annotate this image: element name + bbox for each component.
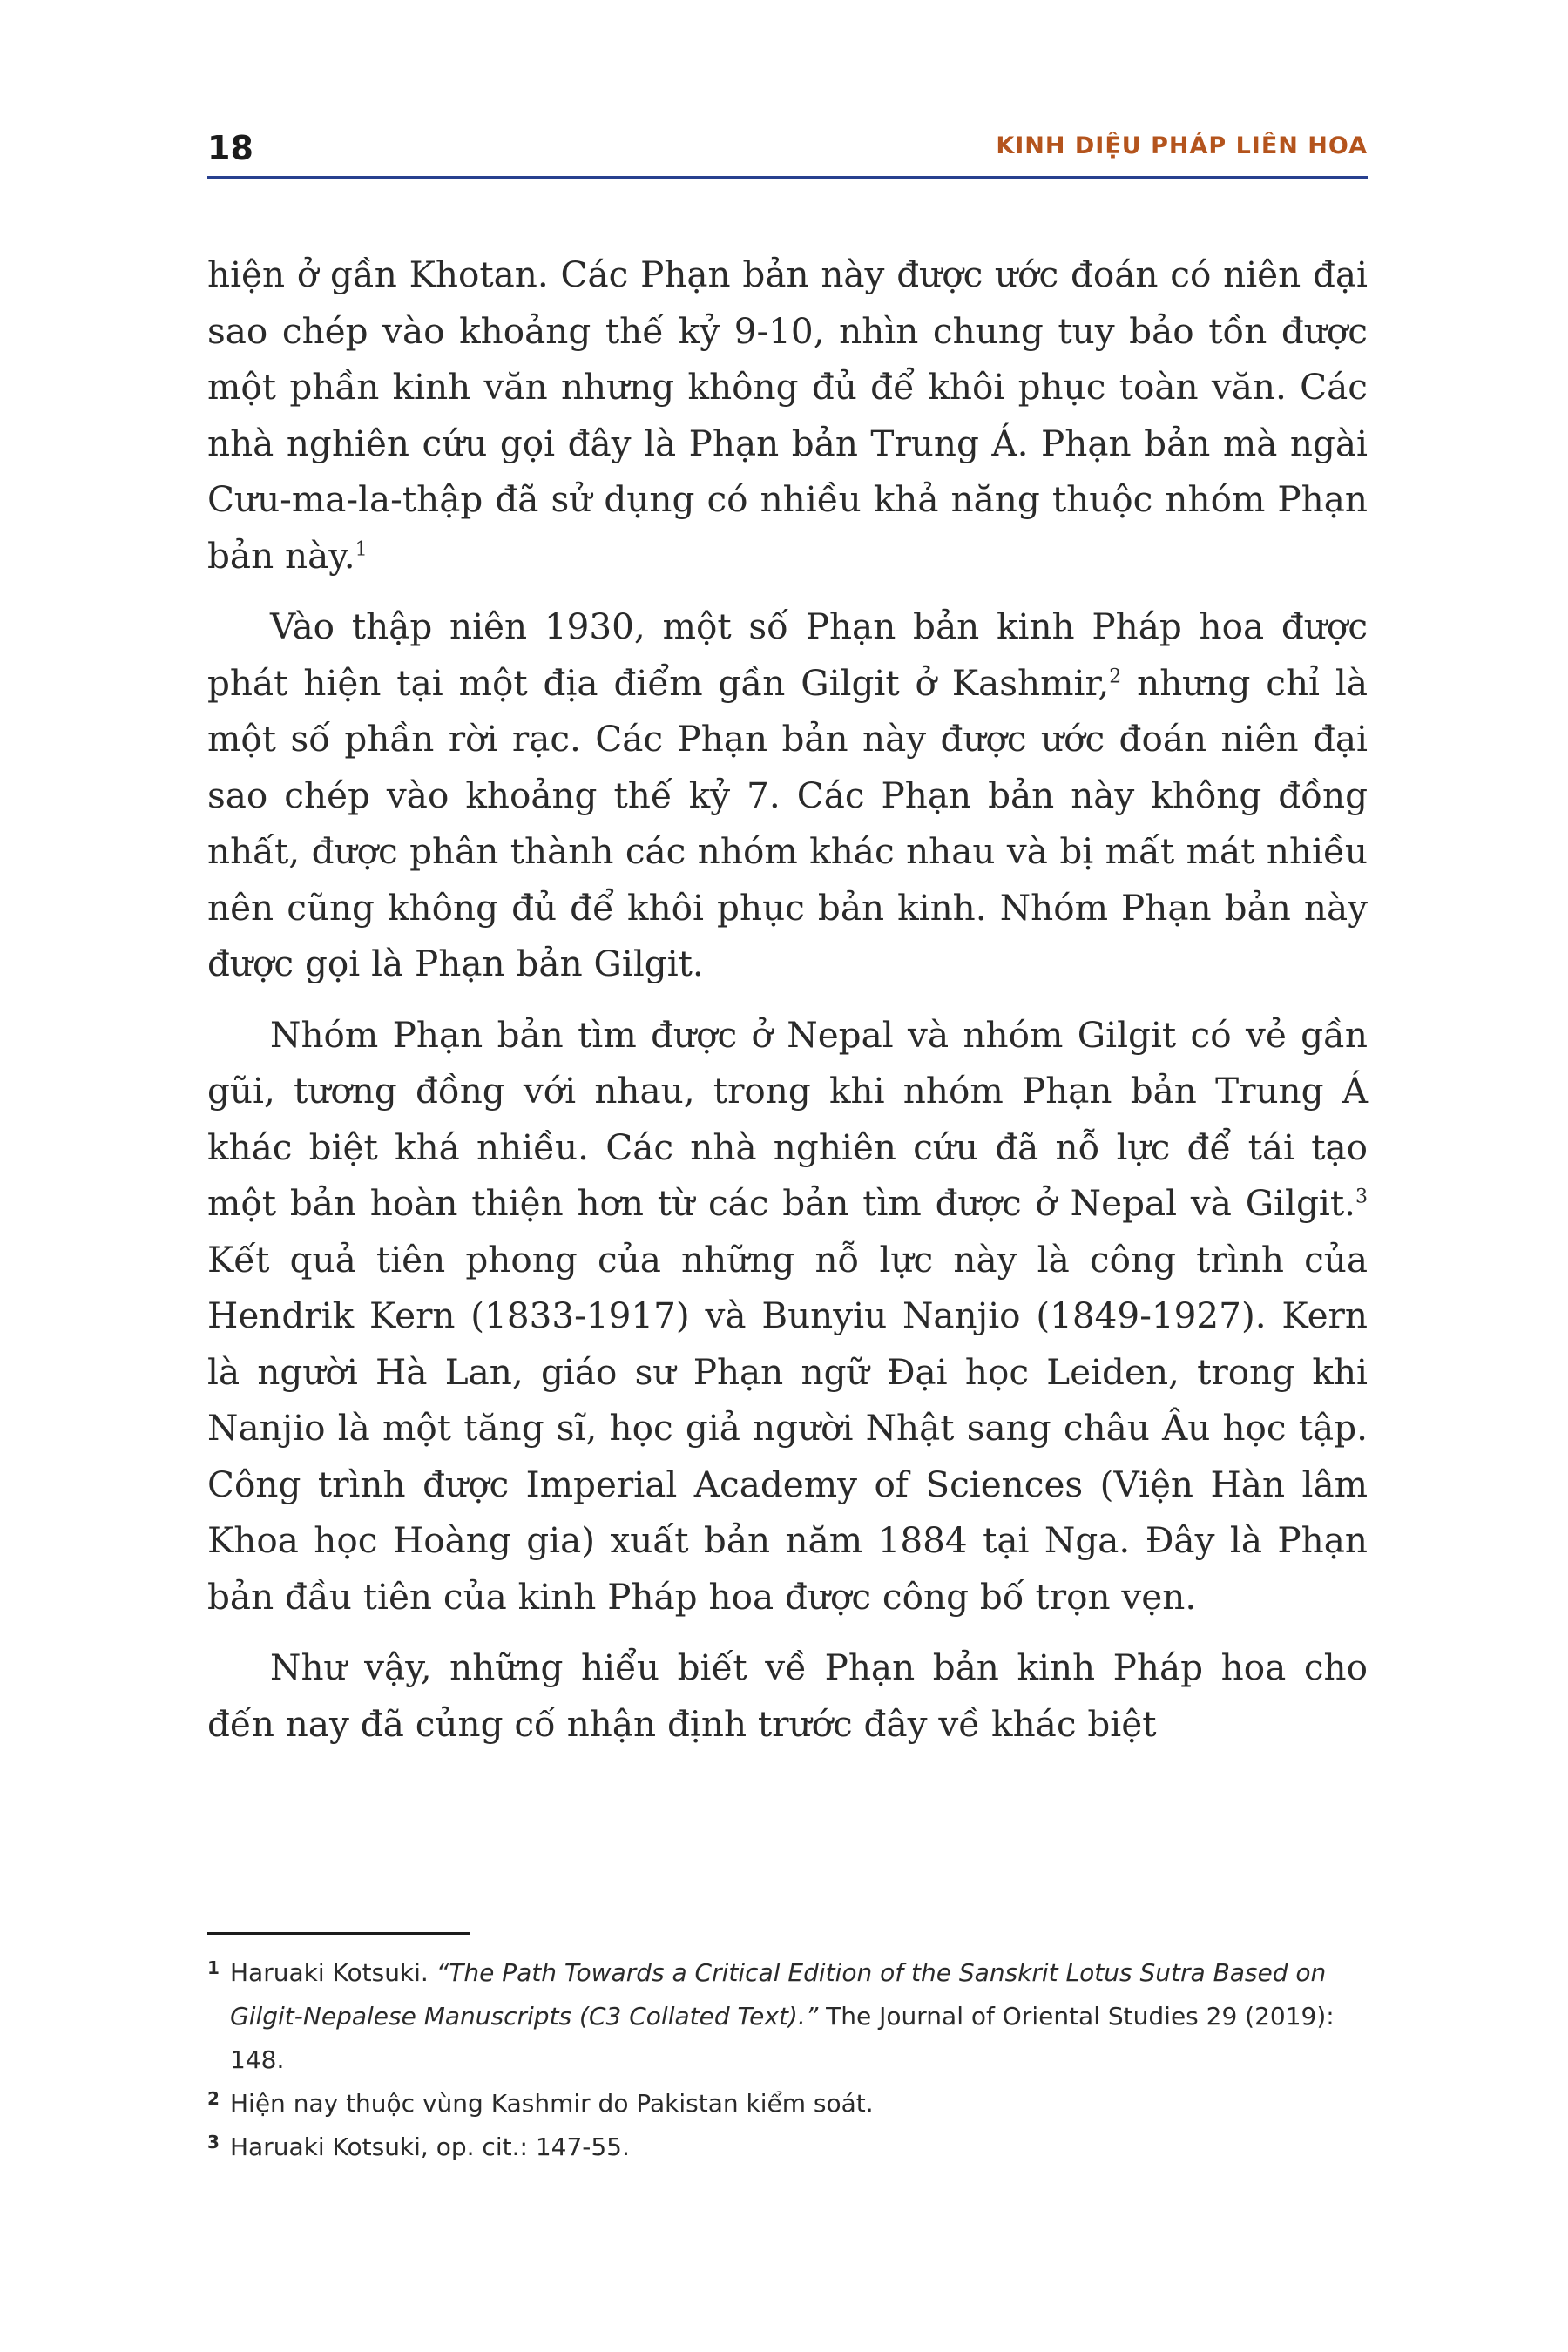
body-text (207, 247, 1368, 1767)
footnote-separator (207, 1932, 470, 1935)
page-header (207, 120, 1368, 179)
footnote-title: “The Path Towards a Critical Edition of the Sanskrit Lotus Sutra Based on Gilgit-Nepalese Manuscripts (C3 Collated Text).” (230, 1958, 1327, 2031)
footnote-ref-3[interactable]: 3 (1355, 1186, 1368, 1208)
footnote-ref-1[interactable]: 1 (355, 538, 368, 560)
footnotes (207, 1951, 1368, 2169)
paragraph-3: Nhóm Phạn bản tìm được ở Nepal và nhóm Gilgit có vẻ gần gũi, tương đồng với nhau, trong khi nhóm Phạn bản Trung Á khác biệt khá nhiều. Các nhà nghiên cứu đã nỗ lực để tái tạo một bản hoàn thiện hơn từ các bản tìm được ở Nepal và Gilgit.$^3$ Kết quả tiên phong của những nỗ lực này là công trình của Hendrik Kern (1833-1917) và Bunyiu Nanjio (1849-1927). Kern là người Hà Lan, giáo sư Phạn ngữ Đại học Leiden, trong khi Nanjio là một tăng sĩ, học giả người Nhật sang châu Âu học tập. Công trình được Imperial Academy of Sciences (Viện Hàn lâm Khoa học Hoàng gia) xuất bản năm 1884 tại Nga. Đây là Phạn bản đầu tiên của kinh Pháp hoa được công bố trọn vẹn. (207, 1013, 1368, 1618)
paragraph-1: hiện ở gần Khotan. Các Phạn bản này được ước đoán có niên đại sao chép vào khoảng thế kỷ 9-10, nhìn chung tuy bảo tồn được một phần kinh văn nhưng không đủ để khôi phục toàn văn. Các nhà nghiên cứu gọi đây là Phạn bản Trung Á. Phạn bản mà ngài Cưu-ma-la-thập đã sử dụng có nhiều khả năng thuộc nhóm Phạn bản này.$^1$ (207, 253, 1368, 577)
header-rule (207, 176, 1368, 179)
page-number: 18 (207, 129, 253, 167)
paragraph-4: Như vậy, những hiểu biết về Phạn bản kinh Pháp hoa cho đến nay đã củng cố nhận định trước đây về khác biệt (207, 1646, 1368, 1745)
footnote-mark: 3 (207, 2132, 220, 2153)
footnote-mark: 2 (207, 2088, 220, 2109)
running-title: KINH DIỆU PHÁP LIÊN HOA (996, 132, 1368, 159)
footnote-source: The Journal of Oriental Studies 29 (2019): 148. (230, 2002, 1335, 2074)
footnote-ref-2[interactable]: 2 (1109, 666, 1122, 687)
footnote-text: Haruaki Kotsuki, op. cit.: 147-55. (230, 2132, 630, 2161)
footnote-2 (207, 2082, 1368, 2126)
footnote-1 (207, 1951, 1368, 2082)
paragraph-2: Vào thập niên 1930, một số Phạn bản kinh Pháp hoa được phát hiện tại một địa điểm gần Gilgit ở Kashmir,$^2$ nhưng chỉ là một số phần rời rạc. Các Phạn bản này được ước đoán niên đại sao chép vào khoảng thế kỷ 7. Các Phạn bản này không đồng nhất, được phân thành các nhóm khác nhau và bị mất mát nhiều nên cũng không đủ để khôi phục bản kinh. Nhóm Phạn bản này được gọi là Phạn bản Gilgit. (207, 605, 1369, 984)
footnote-author: Haruaki Kotsuki. (230, 1958, 436, 1987)
footnote-text: Hiện nay thuộc vùng Kashmir do Pakistan kiểm soát. (230, 2089, 874, 2118)
footnote-mark: 1 (207, 1957, 220, 1978)
footnote-3 (207, 2126, 1368, 2169)
